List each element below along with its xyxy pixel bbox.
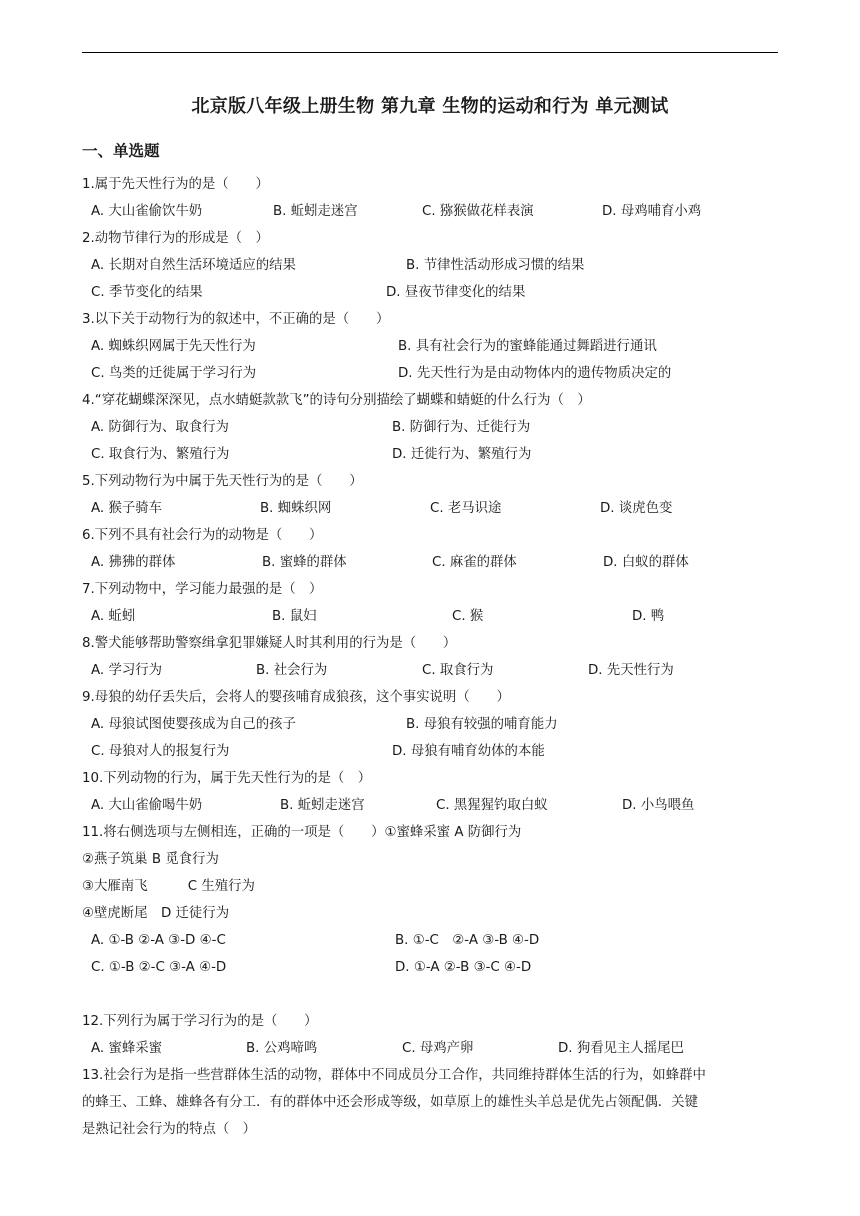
- question-9-option-a: A. 母狼试图使婴孩成为自己的孩子: [91, 717, 296, 732]
- question-11-stem-line-4: ④壁虎断尾 D 迁徒行为: [82, 906, 230, 921]
- question-4-stem: 4.“穿花蝴蝶深深见，点水蜻蜓款款飞”的诗句分别描绘了蝴蝶和蜻蜓的什么行为（ ）: [82, 393, 591, 408]
- question-6-option-b: B. 蜜蜂的群体: [262, 555, 347, 570]
- question-5-option-b: B. 蜘蛛织网: [260, 501, 332, 516]
- question-8-option-b: B. 社会行为: [256, 663, 328, 678]
- question-2-stem: 2.动物节律行为的形成是（ ）: [82, 231, 269, 246]
- question-12-option-c: C. 母鸡产卵: [402, 1041, 474, 1056]
- question-6-option-c: C. 麻雀的群体: [432, 555, 517, 570]
- question-6-option-a: A. 狒狒的群体: [91, 555, 176, 570]
- question-2-option-d: D. 昼夜节律变化的结果: [386, 285, 526, 300]
- question-8-stem: 8.警犬能够帮助警察缉拿犯罪嫌疑人时其利用的行为是（ ）: [82, 636, 457, 651]
- question-4-option-b: B. 防御行为、迁徙行为: [392, 420, 531, 435]
- question-2-option-c: C. 季节变化的结果: [91, 285, 203, 300]
- question-7-option-d: D. 鸭: [632, 609, 665, 624]
- question-13-stem-line-3: 是熟记社会行为的特点（ ）: [82, 1122, 257, 1137]
- question-8-option-d: D. 先天性行为: [588, 663, 674, 678]
- question-5-option-a: A. 猴子骑车: [91, 501, 162, 516]
- question-11-stem-line-1: 11.将右侧选项与左侧相连，正确的一项是（ ）①蜜蜂采蜜 A 防御行为: [82, 825, 522, 840]
- question-11-stem-line-2: ②燕子筑巢 B 觅食行为: [82, 852, 219, 867]
- question-2-option-a: A. 长期对自然生活环境适应的结果: [91, 258, 296, 273]
- page-title: 北京版八年级上册生物 第九章 生物的运动和行为 单元测试: [191, 96, 669, 117]
- question-10-option-b: B. 蚯蚓走迷宫: [280, 798, 365, 813]
- question-1-stem: 1.属于先天性行为的是（ ）: [82, 177, 269, 192]
- question-3-option-a: A. 蜘蛛织网属于先天性行为: [91, 339, 256, 354]
- question-1-option-d: D. 母鸡哺育小鸡: [602, 204, 702, 219]
- question-10-option-d: D. 小鸟喂鱼: [622, 798, 695, 813]
- question-3-option-b: B. 具有社会行为的蜜蜂能通过舞蹈进行通讯: [398, 339, 657, 354]
- question-8-option-a: A. 学习行为: [91, 663, 162, 678]
- question-1-option-a: A. 大山雀偷饮牛奶: [91, 204, 203, 219]
- question-5-option-c: C. 老马识途: [430, 501, 502, 516]
- question-9-option-c: C. 母狼对人的报复行为: [91, 744, 230, 759]
- question-11-option-c: C. ①-B ②-C ③-A ④-D: [91, 960, 227, 975]
- question-4-option-c: C. 取食行为、繁殖行为: [91, 447, 230, 462]
- question-11-option-d: D. ①-A ②-B ③-C ④-D: [395, 960, 532, 975]
- question-2-option-b: B. 节律性活动形成习惯的结果: [406, 258, 585, 273]
- question-1-option-c: C. 猕猴做花样表演: [422, 204, 534, 219]
- question-11-option-a: A. ①-B ②-A ③-D ④-C: [91, 933, 226, 948]
- question-12-option-a: A. 蜜蜂采蜜: [91, 1041, 162, 1056]
- question-12-option-b: B. 公鸡啼鸣: [246, 1041, 318, 1056]
- question-6-stem: 6.下列不具有社会行为的动物是（ ）: [82, 528, 323, 543]
- question-9-stem: 9.母狼的幼仔丢失后，会将人的婴孩哺育成狼孩，这个事实说明（ ）: [82, 690, 510, 705]
- question-3-option-d: D. 先天性行为是由动物体内的遗传物质决定的: [398, 366, 672, 381]
- question-7-stem: 7.下列动物中，学习能力最强的是（ ）: [82, 582, 323, 597]
- question-5-option-d: D. 谈虎色变: [600, 501, 673, 516]
- question-4-option-d: D. 迁徙行为、繁殖行为: [392, 447, 532, 462]
- section-heading: 一、单选题: [82, 142, 160, 160]
- question-7-option-a: A. 蚯蚓: [91, 609, 136, 624]
- question-10-stem: 10.下列动物的行为，属于先天性行为的是（ ）: [82, 771, 372, 786]
- question-7-option-c: C. 猴: [452, 609, 484, 624]
- question-10-option-c: C. 黑猩猩钓取白蚁: [436, 798, 548, 813]
- question-13-stem-line-2: 的蜂王、工蜂、雄蜂各有分工．有的群体中还会形成等级，如草原上的雄性头羊总是优先占领配偶．关键: [82, 1095, 698, 1110]
- question-12-option-d: D. 狗看见主人摇尾巴: [558, 1041, 684, 1056]
- question-10-option-a: A. 大山雀偷喝牛奶: [91, 798, 203, 813]
- question-9-option-b: B. 母狼有较强的哺育能力: [406, 717, 558, 732]
- question-7-option-b: B. 鼠妇: [272, 609, 317, 624]
- question-3-stem: 3.以下关于动物行为的叙述中，不正确的是（ ）: [82, 312, 390, 327]
- question-8-option-c: C. 取食行为: [422, 663, 494, 678]
- question-3-option-c: C. 鸟类的迁徙属于学习行为: [91, 366, 257, 381]
- question-5-stem: 5.下列动物行为中属于先天性行为的是（ ）: [82, 474, 363, 489]
- header-rule: [82, 52, 778, 53]
- question-12-stem: 12.下列行为属于学习行为的是（ ）: [82, 1014, 318, 1029]
- question-6-option-d: D. 白蚁的群体: [603, 555, 689, 570]
- question-11-option-b: B. ①-C ②-A ③-B ④-D: [395, 933, 540, 948]
- question-4-option-a: A. 防御行为、取食行为: [91, 420, 229, 435]
- question-13-stem-line-1: 13.社会行为是指一些营群体生活的动物，群体中不同成员分工合作，共同维持群体生活的行为，如蜂群中: [82, 1068, 706, 1083]
- question-11-stem-line-3: ③大雁南飞 C 生殖行为: [82, 879, 255, 894]
- question-1-option-b: B. 蚯蚓走迷宫: [273, 204, 358, 219]
- question-9-option-d: D. 母狼有哺育幼体的本能: [392, 744, 545, 759]
